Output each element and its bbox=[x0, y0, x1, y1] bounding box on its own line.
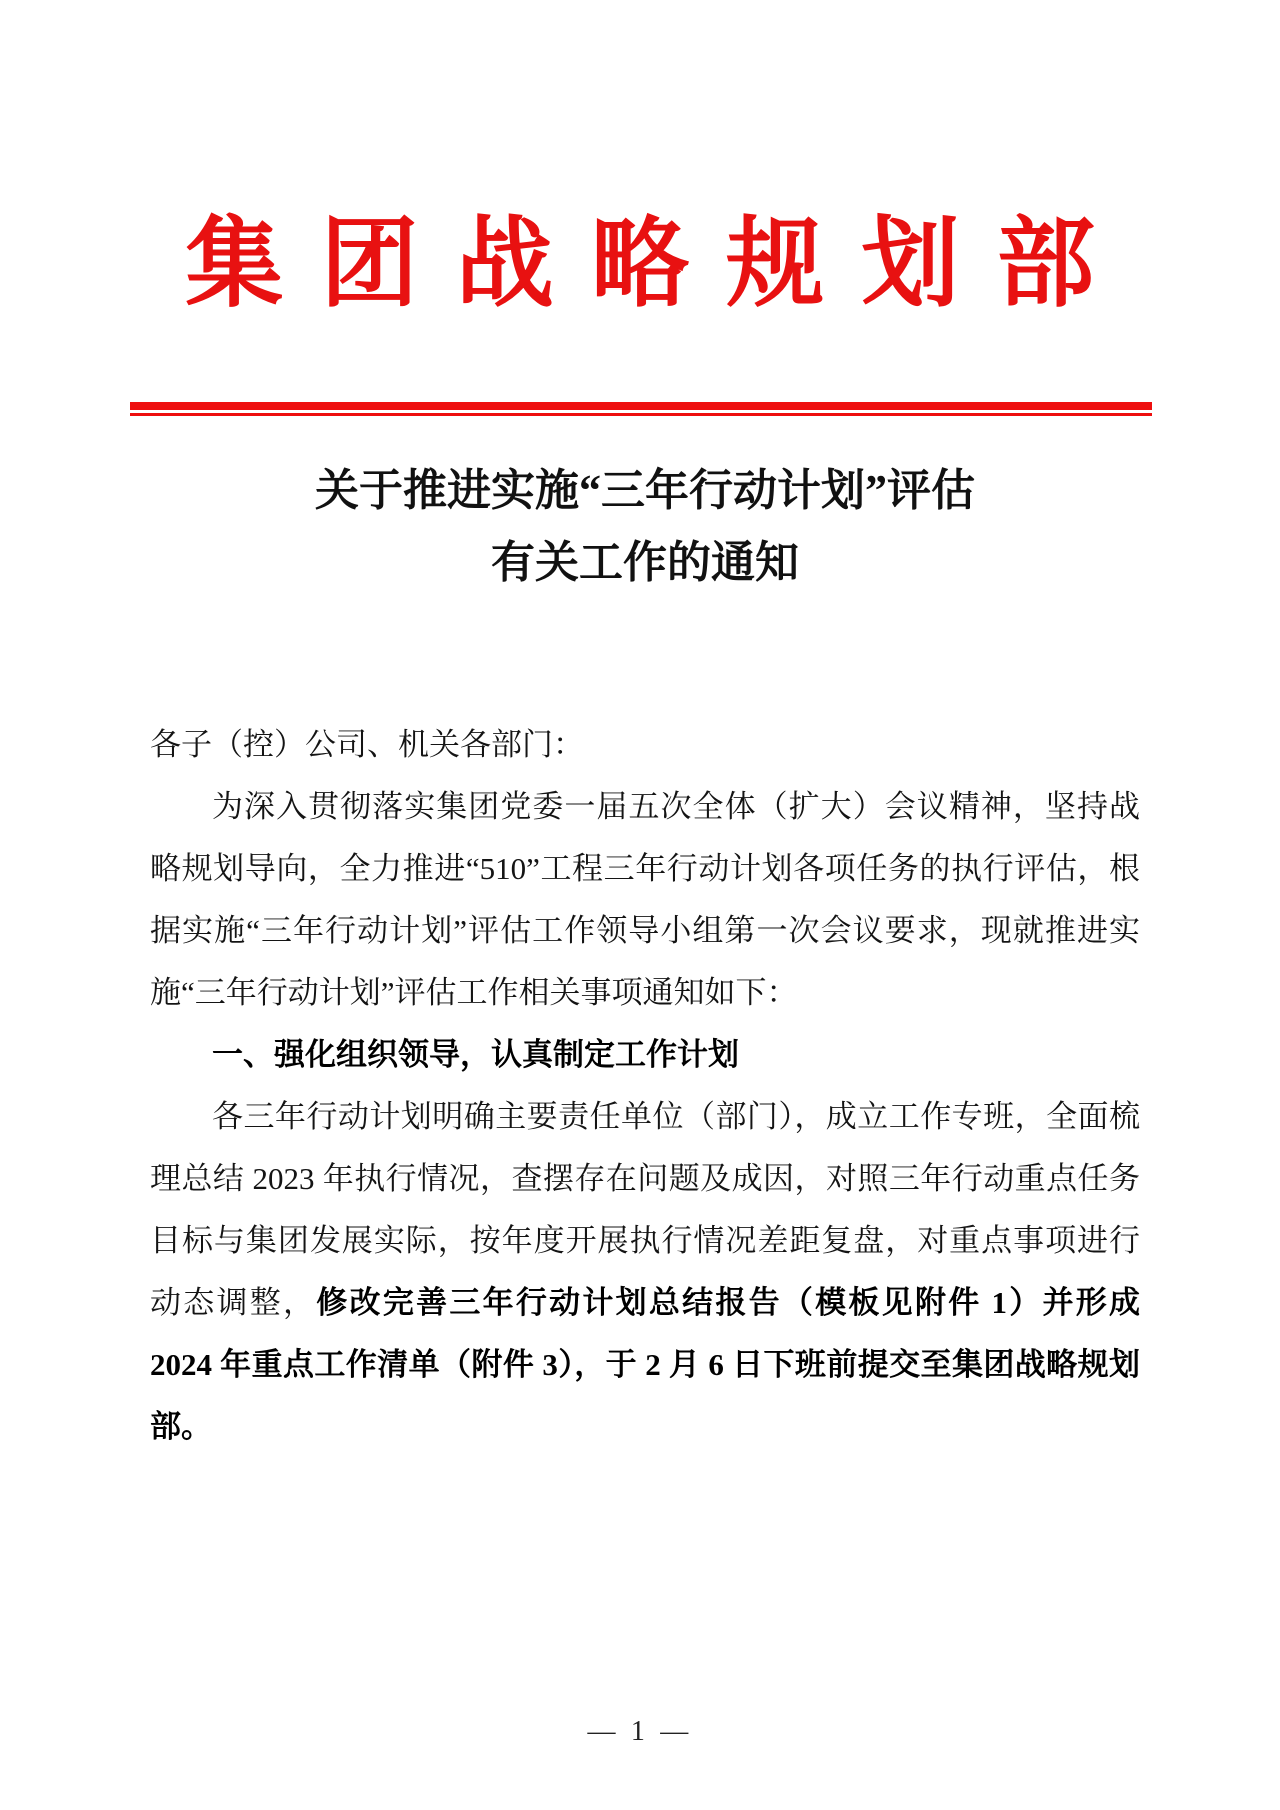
letterhead-department-title: 集团战略规划部 bbox=[185, 211, 1132, 319]
document-title-line2: 有关工作的通知 bbox=[491, 538, 799, 587]
paragraph-section-1 bbox=[150, 1086, 1140, 1458]
document-title-line1: 关于推进实施“三年行动计划”评估 bbox=[315, 466, 975, 515]
section-heading-1: 一、强化组织领导，认真制定工作计划 bbox=[212, 1037, 739, 1072]
paragraph-intro: 为深入贯彻落实集团党委一届五次全体（扩大）会议精神，坚持战略规划导向，全力推进“510”工程三年行动计划各项任务的执行评估，根据实施“三年行动计划”评估工作领导小组第一次会议要求，现就推进实施“三年行动计划”评估工作相关事项通知如下： bbox=[150, 789, 1140, 1010]
paragraph-section-1-normal-text: 各三年行动计划明确主要责任单位（部门），成立工作专班，全面梳理总结 2023 年执行情况，查摆存在问题及成因，对照三年行动重点任务目标与集团发展实际，按年度开展执行情况差距复盘，对重点事项进行动态调整， bbox=[150, 1099, 1140, 1320]
salutation-line: 各子（控）公司、机关各部门： bbox=[150, 727, 584, 762]
paragraph-section-1-bold-text: 修改完善三年行动计划总结报告（模板见附件 1）并形成 2024 年重点工作清单（附件 3），于 2 月 6 日下班前提交至集团战略规划部。 bbox=[150, 1285, 1141, 1444]
page-number: — 1 — bbox=[587, 1716, 693, 1747]
document-body bbox=[150, 714, 1140, 1458]
red-divider-rule bbox=[130, 402, 1152, 416]
document-title bbox=[150, 455, 1140, 599]
